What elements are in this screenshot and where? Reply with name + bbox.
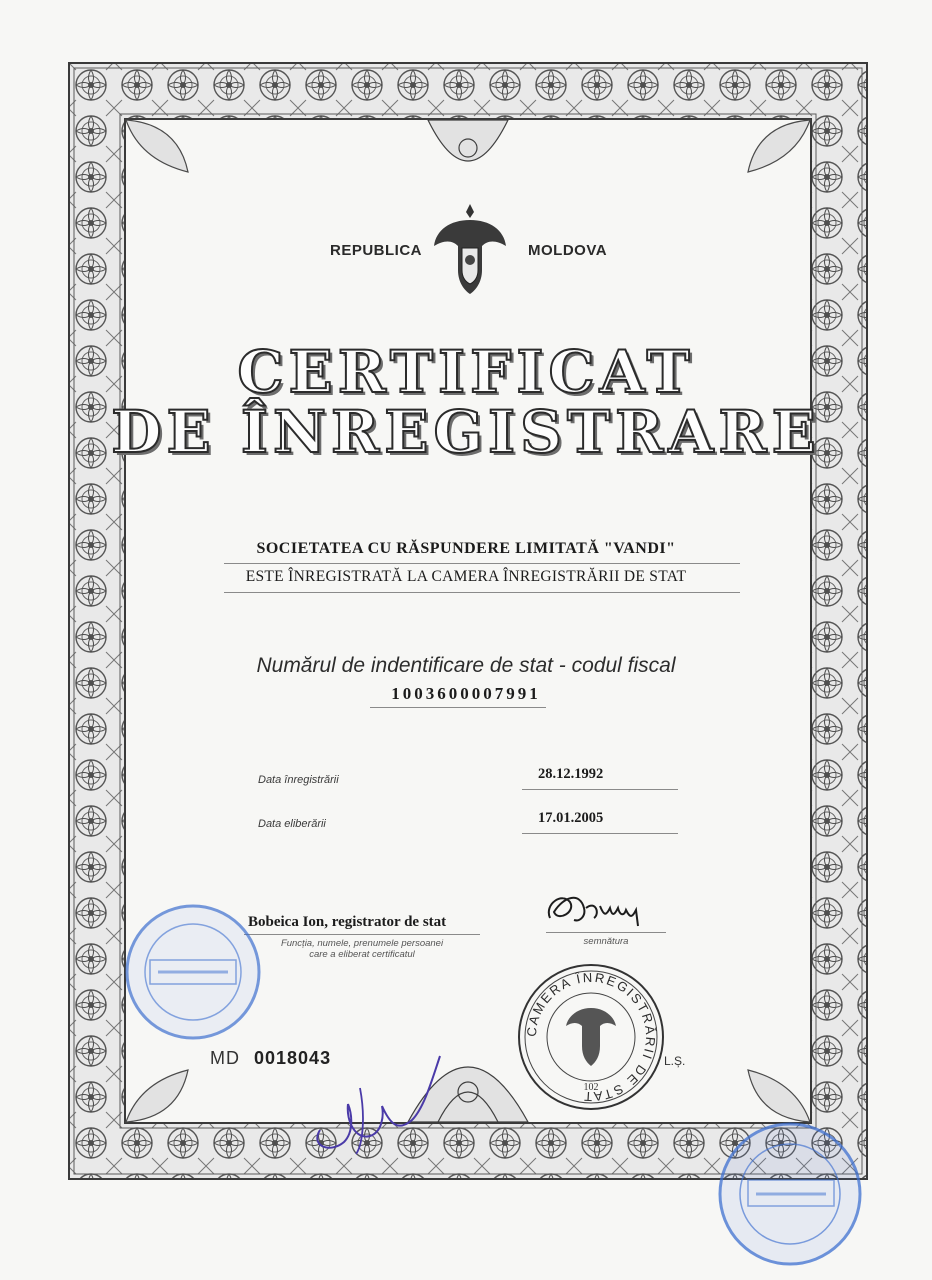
registration-date-value: 28.12.1992	[538, 766, 604, 782]
divider	[224, 592, 740, 593]
divider	[224, 563, 740, 564]
issue-date-value: 17.01.2005	[538, 810, 604, 826]
registration-date-label: Data înregistrării	[258, 774, 339, 786]
serial-prefix: MD	[210, 1048, 240, 1068]
seal-label: L.Ș.	[664, 1054, 686, 1068]
signature-graphic	[540, 886, 680, 934]
official-seal	[516, 962, 666, 1112]
svg-text:102: 102	[583, 1082, 599, 1093]
svg-text:CAMERA ÎNREGISTRĂRII DE STAT: CAMERA ÎNREGISTRĂRII DE STAT	[523, 969, 659, 1105]
fiscal-code-value: 1003600007991	[391, 684, 541, 703]
divider	[244, 934, 480, 935]
ink-signature	[300, 1050, 480, 1160]
company-stamp-right	[700, 1108, 870, 1268]
header-moldova: MOLDOVA	[528, 242, 608, 259]
fiscal-code-label: Numărul de indentificare de stat - codul fiscal	[256, 654, 676, 677]
issue-date-label: Data eliberării	[258, 818, 326, 830]
divider	[522, 789, 678, 790]
registrar-caption-line-1: Funcția, numele, prenumele persoanei	[280, 938, 444, 949]
serial-value: 0018043	[254, 1048, 332, 1068]
registration-statement: ESTE ÎNREGISTRATĂ LA CAMERA ÎNREGISTRĂRII DE STAT	[245, 568, 687, 585]
divider	[546, 932, 666, 933]
title-line-2: DE ÎNREGISTRARE	[111, 398, 821, 466]
divider	[370, 707, 546, 708]
registrar-caption-line-2: care a eliberat certificatul	[309, 949, 415, 960]
header-republica: REPUBLICA	[330, 242, 423, 259]
coat-of-arms-icon	[430, 200, 510, 300]
company-stamp-left	[118, 892, 268, 1052]
company-name: SOCIETATEA CU RĂSPUNDERE LIMITATĂ "VANDI"	[256, 540, 676, 557]
registrar-name: Bobeica Ion, registrator de stat	[248, 914, 447, 930]
divider	[522, 833, 678, 834]
registrar-caption	[244, 938, 480, 960]
signature-label: semnătura	[583, 936, 629, 947]
title-line-1: CERTIFICAT	[237, 338, 695, 406]
